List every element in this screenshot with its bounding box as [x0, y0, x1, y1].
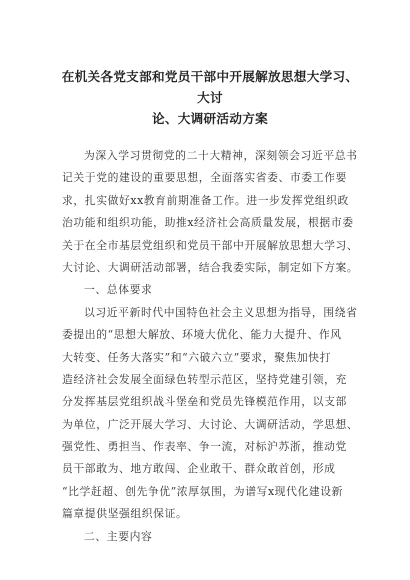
paragraph-line: 分发挥基层党组织战斗堡垒和党员先锋模范作用，以支部	[62, 395, 347, 409]
paragraph-line: 委提出的“思想大解放、环境大优化、能力大提升、作风	[62, 328, 342, 342]
section-heading-general-requirements: 一、总体要求	[84, 283, 153, 297]
paragraph-line: 治功能和组织功能，助推x经济社会高质量发展，根据市委	[62, 216, 354, 230]
paragraph-line: 以习近平新时代中国特色社会主义思想为指导，围绕省	[84, 305, 358, 319]
paragraph-line: 造经济社会发展全面绿色转型示范区，坚持党建引领，充	[62, 372, 347, 386]
paragraph-line: 篇章提供坚强组织保证。	[62, 507, 188, 521]
intro-paragraph	[62, 145, 358, 279]
paragraph-line: 关于在全市基层党组织和党员干部中开展解放思想大学习、	[62, 238, 359, 252]
paragraph-line: 记关于党的建设的重要思想，全面落实省委、市委工作要	[62, 171, 347, 185]
document-title	[56, 66, 364, 129]
paragraph-line: 求，扎实做好xx教育前期准备工作。进一步发挥党组织政	[62, 193, 349, 207]
section-heading-main-content: 二、主要内容	[84, 529, 153, 543]
paragraph-line: 为单位，广泛开展大学习、大讨论、大调研活动，学思想、	[62, 417, 359, 431]
requirements-paragraph	[62, 302, 358, 526]
paragraph-line: 大转变、任务大落实”和“六破六立”要求，聚焦加快打	[62, 350, 332, 364]
title-line-2: 论、大调研活动方案	[151, 111, 269, 126]
document-body	[62, 145, 358, 548]
paragraph-line: 为深入学习贯彻党的二十大精神，深刻领会习近平总书	[84, 149, 358, 162]
paragraph-line: 强党性、勇担当、作表率、争一流，对标沪苏浙，推动党	[62, 440, 347, 454]
paragraph-line: “比学赶超、创先争优”浓厚氛围，为谱写x现代化建设新	[62, 484, 344, 498]
title-line-1: 在机关各党支部和党员干部中开展解放思想大学习、大讨	[61, 69, 359, 105]
paragraph-line: 大讨论、大调研活动部署，结合我委实际，制定如下方案。	[62, 260, 359, 274]
paragraph-line: 员干部敢为、地方敢闯、企业敢干、群众敢首创，形成	[62, 462, 336, 476]
